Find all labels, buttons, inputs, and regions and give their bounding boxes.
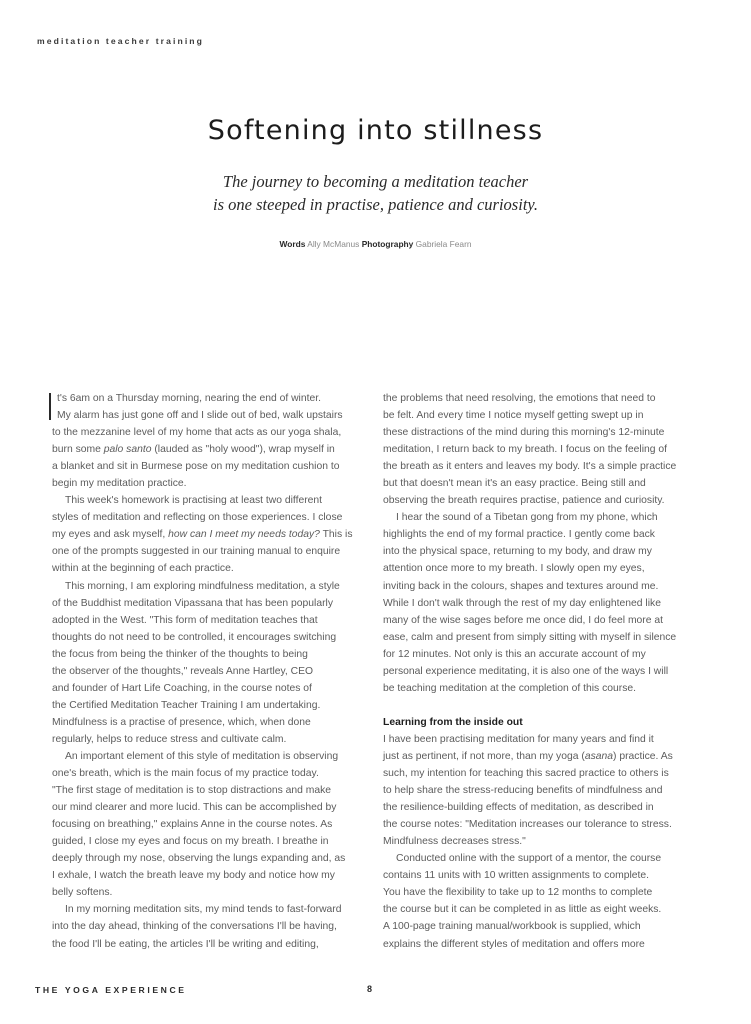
article-title: Softening into stillness xyxy=(207,115,544,146)
text-line: A 100-page training manual/workbook is supplied, which xyxy=(383,921,641,933)
text-line: many of the wise sages before me once did, I do feel more at xyxy=(383,614,664,626)
text-line: the Certified Meditation Teacher Training I am undertaking. xyxy=(52,699,321,711)
text-line: An important element of this style of meditation is observing xyxy=(65,750,339,762)
text-line: within at the beginning of each practice. xyxy=(52,563,234,575)
text-line: attention once more to my breath. I slowly open my eyes, xyxy=(383,563,645,575)
text-line: our mind clearer and more lucid. This can be accomplished by xyxy=(52,802,337,814)
text-line: personal experience meditating, it is also one of the ways I will xyxy=(383,665,669,677)
byline-photographer: Gabriela Fearn xyxy=(415,239,472,249)
drop-cap xyxy=(49,393,51,420)
text-line: deeply through my nose, observing the lungs expanding and, as xyxy=(52,853,346,865)
standfirst xyxy=(0,170,751,216)
text-line: focusing on breathing," explains Anne in the course notes. As xyxy=(52,819,333,831)
section-subheading: Learning from the inside out xyxy=(383,716,523,728)
text-line: but that doesn't mean it's an easy practice. Being still and xyxy=(383,478,646,490)
text-line: explains the different styles of meditation and offers more xyxy=(383,938,645,950)
text-line: the course notes: "Meditation increases our tolerance to stress. xyxy=(383,819,672,831)
text-line: the focus from being the thinker of the thoughts to being xyxy=(52,648,308,660)
text-line: Conducted online with the support of a mentor, the course xyxy=(396,853,662,865)
text-run: my eyes and ask myself, xyxy=(52,529,169,541)
text-line: into the physical space, returning to my body, and draw my xyxy=(383,546,652,558)
text-line: one's breath, which is the main focus of my practice today. xyxy=(52,768,319,780)
text-line: the resilience-building effects of meditation, as described in xyxy=(383,802,654,814)
article-column-left xyxy=(52,390,370,953)
text-line: a blanket and sit in Burmese pose on my meditation cushion to xyxy=(52,461,340,473)
text-line: I hear the sound of a Tibetan gong from my phone, which xyxy=(396,512,658,524)
text-line xyxy=(52,526,370,543)
text-line: contains 11 units with 10 written assignments to complete. xyxy=(383,870,650,882)
text-line: meditation, I return back to my breath. I focus on the feeling of xyxy=(383,444,668,456)
footer-page-number: 8 xyxy=(367,984,373,994)
text-line: I exhale, I watch the breath leave my body and notice how my xyxy=(52,870,335,882)
text-line: guided, I close my eyes and focus on my breath. I breathe in xyxy=(52,836,329,848)
italic-text-run: palo santo xyxy=(103,444,152,456)
text-line xyxy=(52,441,370,458)
paragraph-gap xyxy=(383,697,713,714)
byline-photo-label: Photography xyxy=(361,239,414,249)
text-line: the course but it can be completed in as little as eight weeks. xyxy=(383,904,662,916)
text-line: This week's homework is practising at least two different xyxy=(65,495,323,507)
text-line: for 12 minutes. Not only is this an accurate account of my xyxy=(383,648,646,660)
italic-text-run: how can I meet my needs today? xyxy=(168,529,320,541)
text-line: the breath as it enters and leaves my body. It's a simple practice xyxy=(383,461,677,473)
text-run: burn some xyxy=(52,444,104,456)
text-line: to help share the stress-reducing benefits of mindfulness and xyxy=(383,785,663,797)
text-line: be teaching meditation at the completion of this course. xyxy=(383,682,636,694)
text-line: thoughts do not need to be controlled, it encourages switching xyxy=(52,631,337,643)
text-line: Mindfulness is a practise of presence, which, when done xyxy=(52,716,311,728)
text-line: begin my meditation practice. xyxy=(52,478,187,490)
text-line: In my morning meditation sits, my mind tends to fast-forward xyxy=(65,904,342,916)
text-run: ) practice. As xyxy=(613,750,673,762)
text-run: This is xyxy=(319,529,353,541)
text-line: I have been practising meditation for many years and find it xyxy=(383,733,654,745)
text-line: be felt. And every time I notice myself getting swept up in xyxy=(383,410,644,422)
text-line: regularly, helps to reduce stress and cultivate calm. xyxy=(52,733,287,745)
byline xyxy=(0,239,751,249)
article-column-right xyxy=(383,390,713,953)
text-line: adopted in the West. "This form of meditation teaches that xyxy=(52,614,318,626)
text-line: the observer of the thoughts," reveals Anne Hartley, CEO xyxy=(52,665,314,677)
text-line: You have the flexibility to take up to 12 months to complete xyxy=(383,887,653,899)
italic-text-run: asana xyxy=(584,750,613,762)
text-line: the problems that need resolving, the emotions that need to xyxy=(383,393,656,404)
text-line: the food I'll be eating, the articles I'll be writing and editing, xyxy=(52,938,319,950)
text-run: (lauded as "holy wood"), wrap myself in xyxy=(151,444,335,456)
text-line: ease, calm and present from simply sitting with myself in silence xyxy=(383,631,677,643)
running-head: meditation teacher training xyxy=(37,36,205,46)
text-line: My alarm has just gone off and I slide out of bed, walk upstairs xyxy=(57,410,343,422)
text-line: inviting back in the colours, shapes and textures around me. xyxy=(383,580,659,592)
footer-magazine-name: THE YOGA EXPERIENCE xyxy=(35,985,187,995)
standfirst-line: The journey to becoming a meditation teacher xyxy=(222,172,529,191)
text-line: to the mezzanine level of my home that acts as our yoga shala, xyxy=(52,427,342,439)
text-line: of the Buddhist meditation Vipassana that has been popularly xyxy=(52,597,334,609)
text-line: While I don't walk through the rest of my day enlightened like xyxy=(383,597,661,609)
text-line: and founder of Hart Life Coaching, in the course notes of xyxy=(52,682,312,694)
text-line: styles of meditation and reflecting on those experiences. I close xyxy=(52,512,343,524)
text-line: Mindfulness decreases stress." xyxy=(383,836,526,848)
standfirst-line: is one steeped in practise, patience and curiosity. xyxy=(213,195,538,214)
byline-author: Ally McManus xyxy=(307,239,360,249)
text-line: This morning, I am exploring mindfulness meditation, a style xyxy=(65,580,340,592)
text-line: one of the prompts suggested in our training manual to enquire xyxy=(52,546,341,558)
byline-words-label: Words xyxy=(279,239,306,249)
text-line: these distractions of the mind during this morning's 12-minute xyxy=(383,427,665,439)
text-line: observing the breath requires practise, patience and curiosity. xyxy=(383,495,665,507)
text-line: t's 6am on a Thursday morning, nearing the end of winter. xyxy=(57,393,321,404)
text-run: just as pertinent, if not more, than my yoga ( xyxy=(383,750,585,762)
text-line: such, my intention for teaching this sacred practice to others is xyxy=(383,768,669,780)
text-line: "The first stage of meditation is to stop distractions and make xyxy=(52,785,332,797)
text-line xyxy=(383,748,713,765)
text-line: belly softens. xyxy=(52,887,113,899)
text-line: highlights the end of my formal practice. I gently come back xyxy=(383,529,655,541)
text-line: into the day ahead, thinking of the conversations I'll be having, xyxy=(52,921,337,933)
